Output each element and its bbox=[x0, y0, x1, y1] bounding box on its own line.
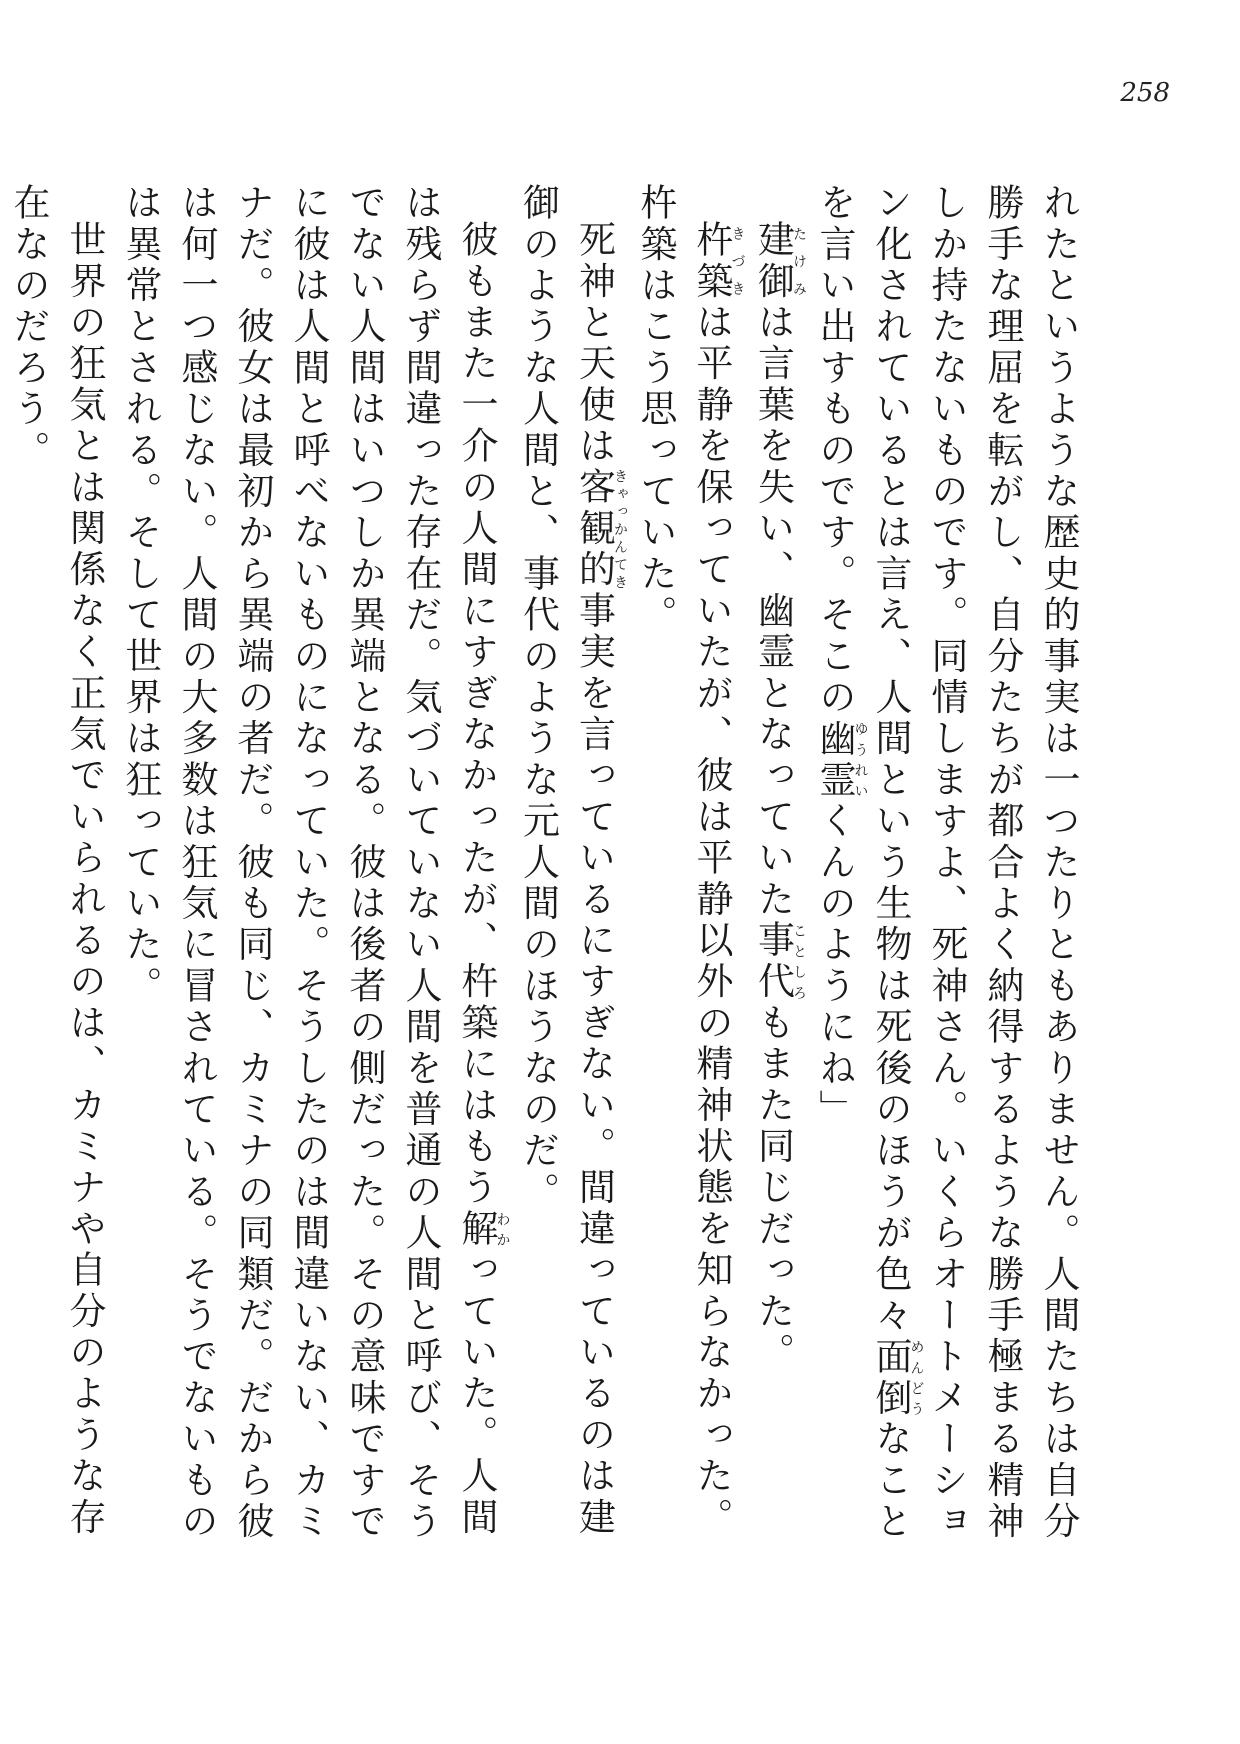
ruby-reading: たけみ bbox=[791, 220, 807, 303]
ruby-word bbox=[813, 718, 869, 802]
text-run: れたというような歴史的事実は一つたりともありません。人間たちは自分勝手な理屈を転がし、自分たちが都合よく納得するような勝手極まる精神しか持たないものです。同情しますよ、死神さん。いくらオートメーション化されているとは言え、人間という生物は死後のほうが色々 bbox=[869, 183, 1080, 1543]
text-run: なことを言い出すものです。そこの bbox=[813, 183, 912, 1543]
text-run: は言葉を失い、幽霊となっていた bbox=[751, 302, 795, 921]
text-run: もまた同じだった。 bbox=[751, 1002, 795, 1374]
ruby-base: 建御 bbox=[751, 220, 795, 303]
ruby-base: 客観的 bbox=[572, 467, 616, 591]
ruby-word bbox=[751, 920, 807, 1003]
ruby-word bbox=[751, 220, 807, 303]
paragraph-2 bbox=[745, 183, 807, 1553]
paragraph-1 bbox=[806, 183, 1086, 1553]
ruby-reading: きゃっかんてき bbox=[612, 467, 628, 591]
text-run: 死神と天使は bbox=[572, 220, 616, 468]
ruby-reading: きづき bbox=[729, 220, 746, 303]
ruby-base: 杵築 bbox=[690, 220, 733, 303]
ruby-word bbox=[869, 1336, 925, 1420]
paragraph-3 bbox=[627, 183, 745, 1553]
ruby-base: 面倒 bbox=[869, 1336, 912, 1420]
ruby-reading: ことしろ bbox=[791, 920, 807, 1003]
ruby-base: 幽霊 bbox=[813, 718, 856, 802]
text-run: 事実を言っているにすぎない。間違っているのは建御のような人間と、事代のような元人間のほうなのだ。 bbox=[516, 183, 616, 1539]
text-run: 彼もまた一介の人間にすぎなかったが、杵築にはもう bbox=[455, 220, 498, 1209]
body-text bbox=[7, 183, 1086, 1553]
ruby-word bbox=[572, 467, 628, 591]
ruby-base: 解 bbox=[455, 1208, 498, 1251]
text-run: っていた。人間は残らず間違った存在だ。気づいていない人間を普通の人間と呼び、そうでない人間はいつしか異端となる。彼は後者の側だった。その意味ですでに彼は人間と呼べないものになっていた。そうしたのは間違いない、カミナだ。彼女は最初から異端の者だ。彼も同じ、カミナの同類だ。だから彼は何一つ感じない。人間の大多数は狂気に冒されている。そうでないものは異常とされる。そして世界は狂っていた。 bbox=[119, 183, 498, 1543]
ruby-word bbox=[455, 1208, 511, 1251]
paragraph-4 bbox=[510, 183, 628, 1553]
ruby-word bbox=[690, 220, 746, 303]
text-run: くんのようにね」 bbox=[813, 801, 856, 1131]
ruby-reading: めんどう bbox=[908, 1336, 925, 1420]
paragraph-5 bbox=[112, 183, 510, 1553]
text-run: は平静を保っていたが、彼は平静以外の精神状態を知らなかった。杵築はこう思っていた。 bbox=[634, 183, 733, 1539]
ruby-reading: わか bbox=[494, 1208, 511, 1251]
ruby-reading: ゆうれい bbox=[852, 718, 869, 802]
text-run: 世界の狂気とは関係なく正気でいられるのは、カミナや自分のような存在なのだろう。 bbox=[7, 183, 106, 1539]
ruby-base: 事代 bbox=[751, 920, 795, 1003]
paragraph-6 bbox=[0, 183, 112, 1553]
page-number: 258 bbox=[1120, 78, 1170, 108]
